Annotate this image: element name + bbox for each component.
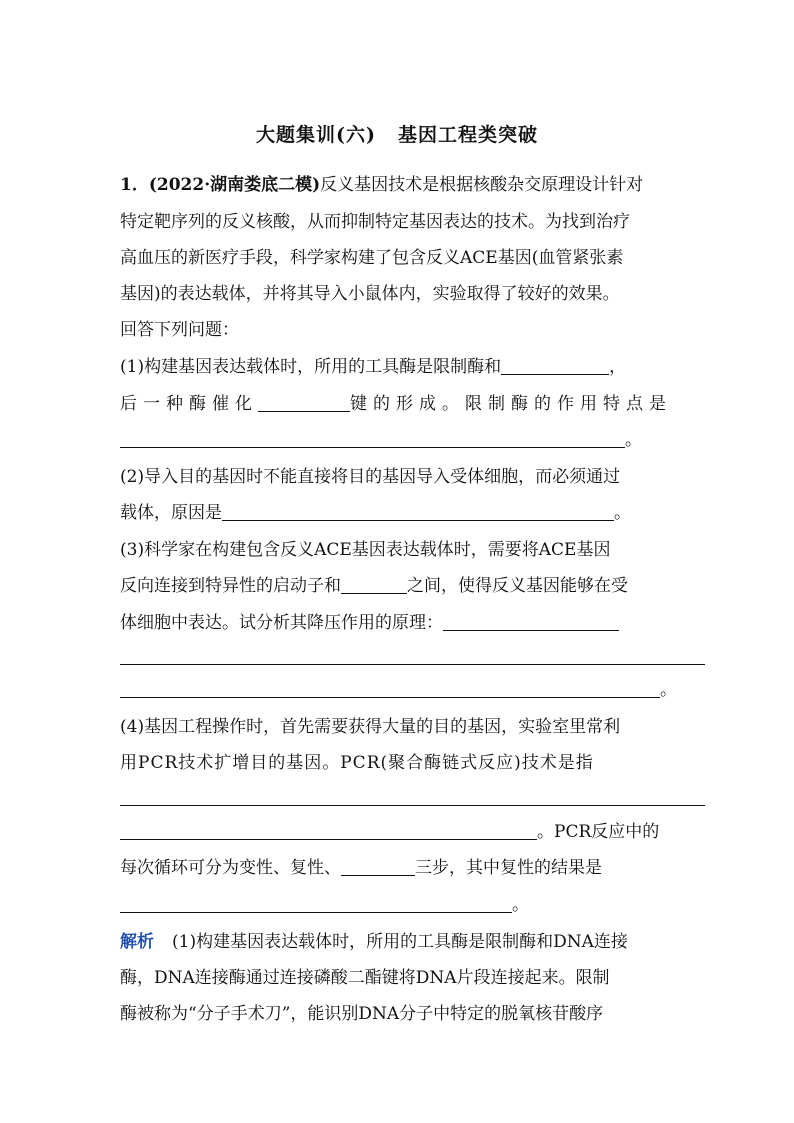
q1-line-5: 回答下列问题： — [120, 320, 239, 340]
p4-text-e2: 三步，其中复性的结果是 — [415, 858, 602, 878]
q1-text-1: 反义基因技术是根据核酸杂交原理设计针对 — [320, 175, 644, 195]
p1-line-3 — [120, 428, 642, 452]
p1-text-a: (1)构建基因表达载体时，所用的工具酶是限制酶和 — [120, 357, 502, 377]
p4-answer-line-1[interactable] — [120, 805, 705, 806]
p3-blank-2[interactable] — [443, 612, 619, 631]
p3-blank-3[interactable] — [120, 679, 660, 698]
p4-line-2: 用PCR技术扩增目的基因。PCR(聚合酶链式反应)技术是指 — [120, 753, 594, 773]
p4-period: 。 — [512, 895, 529, 915]
p3-text-b1: 反向连接到特异性的启动子和 — [120, 576, 341, 596]
analysis-text-1: (1)构建基因表达载体时，所用的工具酶是限制酶和DNA连接 — [172, 932, 628, 952]
title-right: 基因工程类突破 — [397, 124, 538, 146]
p3-blank-1[interactable] — [341, 575, 407, 594]
q1-number: 1． — [120, 175, 149, 195]
p4-line-5 — [120, 856, 602, 880]
p3-line-5 — [120, 678, 677, 702]
p2-period: 。 — [614, 503, 631, 523]
p2-blank-1[interactable] — [222, 502, 614, 521]
p1-blank-3[interactable] — [120, 429, 625, 448]
p3-line-3 — [120, 611, 619, 635]
p4-line-1: (4)基因工程操作时，首先需要获得大量的目的基因，实验室里常利 — [120, 717, 621, 737]
p2-line-2 — [120, 501, 631, 525]
p4-text-d: 。PCR反应中的 — [537, 822, 660, 842]
page-title — [0, 120, 794, 147]
analysis-line-2: 酶，DNA连接酶通过连接磷酸二酯键将DNA片段连接起来。限制 — [120, 968, 610, 988]
p1-period: 。 — [625, 430, 642, 450]
q1-source: (2022·湖南娄底二模) — [148, 175, 321, 195]
p3-period: 。 — [660, 680, 677, 700]
p4-blank-3[interactable] — [120, 894, 512, 913]
p3-text-c: 体细胞中表达。试分析其降压作用的原理： — [120, 613, 443, 633]
p4-blank-1[interactable] — [120, 821, 537, 840]
p3-text-b2: 之间，使得反义基因能够在受 — [407, 576, 628, 596]
p4-text-e1: 每次循环可分为变性、复性、 — [120, 858, 341, 878]
p1-comma: ， — [609, 357, 627, 377]
p1-text-b2: 键的形成。限制酶的作用特点是 — [350, 394, 672, 414]
p1-blank-1[interactable] — [501, 356, 609, 375]
title-left: 大题集训(六) — [256, 124, 376, 146]
analysis-line-1 — [120, 930, 628, 954]
p1-text-b1: 后一种酶催化 — [120, 394, 258, 414]
analysis-line-3: 酶被称为“分子手术刀”，能识别DNA分子中特定的脱氧核苷酸序 — [120, 1004, 604, 1024]
p2-text-b: 载体，原因是 — [120, 503, 222, 523]
p1-blank-2[interactable] — [258, 393, 350, 412]
p4-line-6 — [120, 893, 529, 917]
p2-line-1: (2)导入目的基因时不能直接将目的基因导入受体细胞，而必须通过 — [120, 467, 621, 487]
analysis-label: 解析 — [120, 932, 154, 952]
q1-line-2: 特定靶序列的反义核酸，从而抑制特定基因表达的技术。为找到治疗 — [120, 212, 630, 232]
p3-line-2 — [120, 574, 628, 598]
p1-line-2 — [120, 392, 672, 416]
q1-line-1 — [120, 173, 643, 197]
p4-blank-2[interactable] — [341, 857, 415, 876]
q1-line-4: 基因)的表达载体，并将其导入小鼠体内，实验取得了较好的效果。 — [120, 284, 620, 304]
p4-line-4 — [120, 820, 659, 844]
p3-line-1: (3)科学家在构建包含反义ACE基因表达载体时，需要将ACE基因 — [120, 540, 611, 560]
q1-line-3: 高血压的新医疗手段，科学家构建了包含反义ACE基因(血管紧张素 — [120, 248, 624, 268]
p1-line-1 — [120, 355, 626, 379]
p3-answer-line-1[interactable] — [120, 664, 705, 665]
